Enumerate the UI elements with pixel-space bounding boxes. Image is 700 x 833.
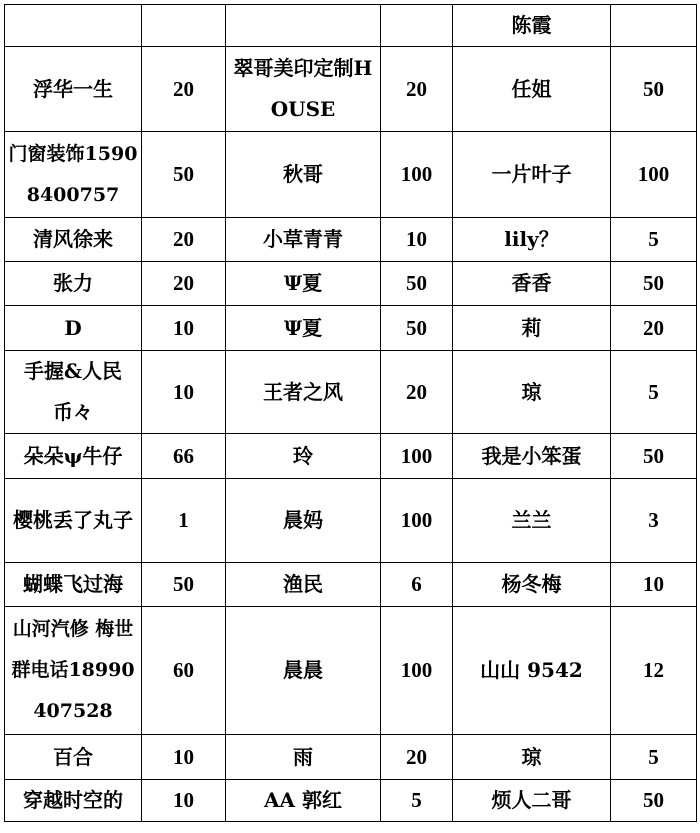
amount-cell: 20 bbox=[611, 306, 697, 351]
name-cell: 小草青青 bbox=[226, 218, 381, 262]
name-cell: 门窗装饰15908400757 bbox=[5, 132, 142, 218]
name-cell: 烦人二哥 bbox=[453, 780, 611, 822]
amount-cell bbox=[142, 5, 226, 47]
name-cell: 兰兰 bbox=[453, 479, 611, 563]
amount-cell: 60 bbox=[142, 607, 226, 735]
amount-cell: 100 bbox=[381, 607, 453, 735]
name-cell: 我是小笨蛋 bbox=[453, 434, 611, 479]
amount-cell: 20 bbox=[381, 47, 453, 132]
name-cell: 杨冬梅 bbox=[453, 563, 611, 607]
amount-cell: 10 bbox=[381, 218, 453, 262]
name-cell: 翠哥美印定制HOUSE bbox=[226, 47, 381, 132]
name-cell: 手握&人民币々 bbox=[5, 351, 142, 434]
name-cell bbox=[5, 5, 142, 47]
table-row bbox=[5, 5, 697, 47]
amount-cell: 50 bbox=[611, 47, 697, 132]
name-cell: 蝴蝶飞过海 bbox=[5, 563, 142, 607]
table-row bbox=[5, 306, 697, 351]
name-cell: Ψ夏 bbox=[226, 306, 381, 351]
amount-cell: 50 bbox=[611, 780, 697, 822]
amount-cell: 10 bbox=[142, 780, 226, 822]
amount-cell: 20 bbox=[142, 218, 226, 262]
amount-cell: 66 bbox=[142, 434, 226, 479]
table-row bbox=[5, 563, 697, 607]
name-cell: 清风徐来 bbox=[5, 218, 142, 262]
table-row bbox=[5, 735, 697, 780]
name-cell: 晨晨 bbox=[226, 607, 381, 735]
amount-cell: 12 bbox=[611, 607, 697, 735]
table-row bbox=[5, 434, 697, 479]
name-cell: 渔民 bbox=[226, 563, 381, 607]
table-row bbox=[5, 262, 697, 306]
name-cell: 琼 bbox=[453, 735, 611, 780]
amount-cell: 5 bbox=[611, 218, 697, 262]
amount-cell bbox=[611, 5, 697, 47]
amount-cell: 50 bbox=[611, 434, 697, 479]
name-cell: 任姐 bbox=[453, 47, 611, 132]
amount-cell: 20 bbox=[142, 262, 226, 306]
table-row bbox=[5, 607, 697, 735]
amount-cell: 20 bbox=[381, 351, 453, 434]
table-row bbox=[5, 351, 697, 434]
amount-cell bbox=[381, 5, 453, 47]
name-cell: 陈霞 bbox=[453, 5, 611, 47]
table-row bbox=[5, 132, 697, 218]
amount-cell: 50 bbox=[142, 132, 226, 218]
name-cell: 琼 bbox=[453, 351, 611, 434]
name-cell: 王者之风 bbox=[226, 351, 381, 434]
amount-cell: 1 bbox=[142, 479, 226, 563]
amount-cell: 5 bbox=[611, 351, 697, 434]
amount-cell: 100 bbox=[381, 479, 453, 563]
table-row bbox=[5, 479, 697, 563]
name-cell: 玲 bbox=[226, 434, 381, 479]
amount-cell: 20 bbox=[381, 735, 453, 780]
amount-cell: 50 bbox=[381, 306, 453, 351]
amount-cell: 10 bbox=[142, 306, 226, 351]
table-row bbox=[5, 218, 697, 262]
name-cell: 山山 9542 bbox=[453, 607, 611, 735]
name-cell: 朵朵ψ牛仔 bbox=[5, 434, 142, 479]
amount-cell: 50 bbox=[142, 563, 226, 607]
amount-cell: 100 bbox=[381, 434, 453, 479]
amount-cell: 50 bbox=[381, 262, 453, 306]
name-cell: 晨妈 bbox=[226, 479, 381, 563]
name-cell: 香香 bbox=[453, 262, 611, 306]
amount-cell: 5 bbox=[611, 735, 697, 780]
amount-cell: 20 bbox=[142, 47, 226, 132]
name-cell: 浮华一生 bbox=[5, 47, 142, 132]
donation-table bbox=[4, 4, 697, 822]
amount-cell: 100 bbox=[611, 132, 697, 218]
amount-cell: 100 bbox=[381, 132, 453, 218]
name-cell: 一片叶子 bbox=[453, 132, 611, 218]
name-cell: 百合 bbox=[5, 735, 142, 780]
name-cell: AA 郭红 bbox=[226, 780, 381, 822]
table-row bbox=[5, 780, 697, 822]
amount-cell: 5 bbox=[381, 780, 453, 822]
amount-cell: 3 bbox=[611, 479, 697, 563]
amount-cell: 50 bbox=[611, 262, 697, 306]
amount-cell: 6 bbox=[381, 563, 453, 607]
name-cell: D bbox=[5, 306, 142, 351]
name-cell: Ψ夏 bbox=[226, 262, 381, 306]
name-cell bbox=[226, 5, 381, 47]
name-cell: 樱桃丢了丸子 bbox=[5, 479, 142, 563]
amount-cell: 10 bbox=[142, 351, 226, 434]
name-cell: 秋哥 bbox=[226, 132, 381, 218]
name-cell: 雨 bbox=[226, 735, 381, 780]
amount-cell: 10 bbox=[611, 563, 697, 607]
name-cell: 张力 bbox=[5, 262, 142, 306]
name-cell: 穿越时空的 bbox=[5, 780, 142, 822]
table-row bbox=[5, 47, 697, 132]
name-cell: 山河汽修 梅世群电话18990407528 bbox=[5, 607, 142, 735]
name-cell: 莉 bbox=[453, 306, 611, 351]
amount-cell: 10 bbox=[142, 735, 226, 780]
name-cell: lily？ bbox=[453, 218, 611, 262]
